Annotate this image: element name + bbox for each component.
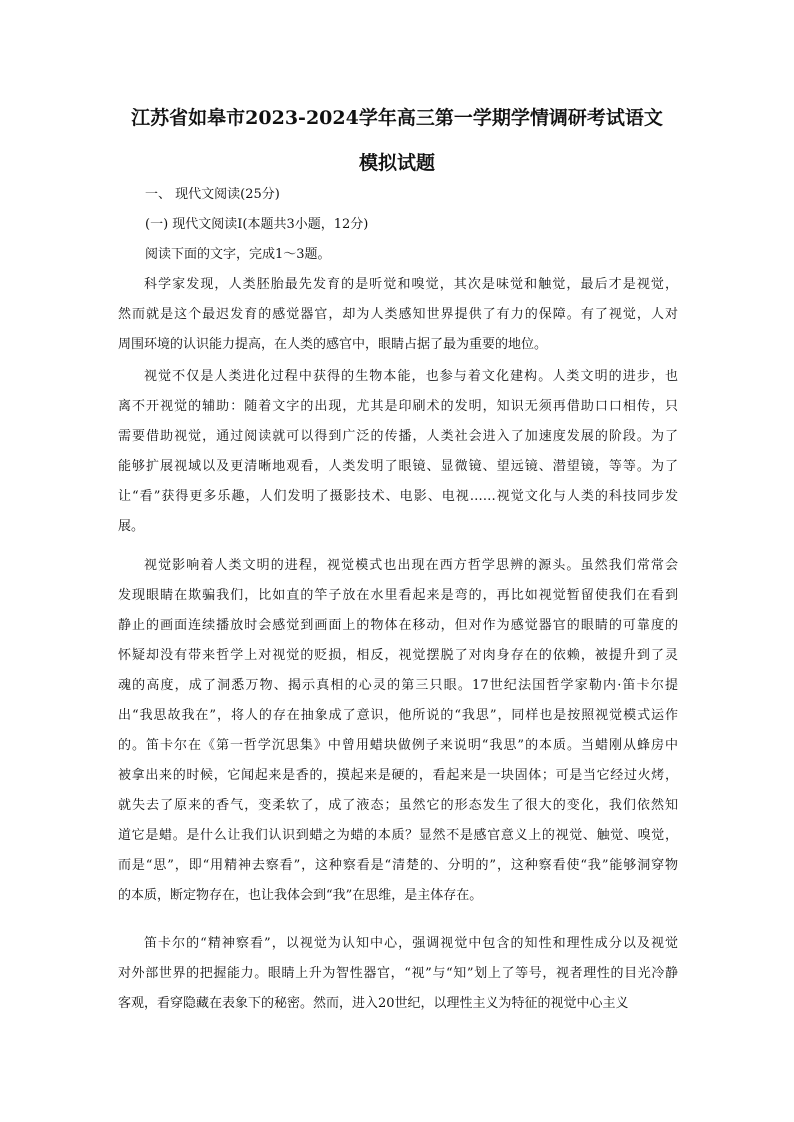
paragraph-line: 视觉不仅是人类进化过程中获得的生物本能，也参与着文化建构。人类文明的进步，也 — [144, 369, 678, 384]
paragraph-line: 怀疑却没有带来哲学上对视觉的贬损，相反，视觉摆脱了对肉身存在的依赖，被提升到了灵 — [118, 648, 678, 663]
section-heading: 一、 现代文阅读(25分) — [145, 187, 280, 202]
paragraph-line: 让“看”获得更多乐趣，人们发明了摄影技术、电影、电视……视觉文化与人类的科技同步发 — [118, 489, 678, 504]
paragraph-line: 展。 — [118, 519, 145, 534]
paragraph-line: 然而就是这个最迟发育的感觉器官，却为人类感知世界提供了有力的保障。有了视觉，人对 — [118, 307, 678, 322]
paragraph-line: 发现眼睛在欺骗我们，比如直的竿子放在水里看起来是弯的，再比如视觉暂留使我们在看到 — [118, 588, 678, 603]
paragraph-line: 对外部世界的把握能力。眼睛上升为智性器官，“视”与“知”划上了等号，视者理性的目光冷静 — [118, 966, 678, 981]
paragraph-line: 视觉影响着人类文明的进程，视觉模式也出现在西方哲学思辨的源头。虽然我们常常会 — [144, 558, 678, 573]
paragraph-line: 出“我思故我在”，将人的存在抽象成了意识，他所说的“我思”，同样也是按照视觉模式运作 — [118, 708, 678, 723]
paragraph-line: 的本质，断定物存在，也让我体会到“我”在思维，是主体存在。 — [118, 888, 483, 903]
reading-instruction: 阅读下面的文字，完成1～3题。 — [145, 247, 331, 262]
paragraph-line: 周围环境的认识能力提高，在人类的感官中，眼睛占据了最为重要的地位。 — [118, 337, 548, 352]
paragraph-line: 道它是蜡。是什么让我们认识到蜡之为蜡的本质？显然不是感官意义上的视觉、触觉、嗅觉， — [118, 828, 678, 843]
paragraph-line: 静止的画面连续播放时会感觉到画面上的物体在移动，但对作为感觉器官的眼睛的可靠度的 — [118, 618, 678, 633]
paragraph-line: 离不开视觉的辅助：随着文字的出现，尤其是印刷术的发明，知识无须再借助口口相传，只 — [118, 399, 678, 414]
paragraph-line: 魂的高度，成了洞悉万物、揭示真相的心灵的第三只眼。17世纪法国哲学家勒内·笛卡尔提 — [118, 678, 678, 693]
paragraph-line: 需要借助视觉，通过阅读就可以得到广泛的传播，人类社会进入了加速度发展的阶段。为了 — [118, 429, 678, 444]
paragraph-line: 能够扩展视域以及更清晰地观看，人类发明了眼镜、显微镜、望远镜、潜望镜，等等。为了 — [118, 459, 678, 474]
subsection-heading: (一) 现代文阅读I(本题共3小题，12分) — [145, 217, 369, 232]
paragraph-line: 客观，看穿隐藏在表象下的秘密。然而，进入20世纪，以理性主义为特征的视觉中心主义 — [118, 996, 629, 1011]
paragraph-line: 的。笛卡尔在《第一哲学沉思集》中曾用蜡块做例子来说明“我思”的本质。当蜡刚从蜂房中 — [118, 738, 678, 753]
paragraph-line: 就失去了原来的香气，变柔软了，成了液态；虽然它的形态发生了很大的变化，我们依然知 — [118, 798, 678, 813]
paragraph-line: 科学家发现，人类胚胎最先发育的是听觉和嗅觉，其次是味觉和触觉，最后才是视觉， — [144, 277, 678, 292]
paragraph-line: 而是“思”，即“用精神去察看”，这种察看是“清楚的、分明的”，这种察看使“我”能够洞穿物 — [118, 858, 678, 873]
document-title-line-1: 江苏省如皋市2023-2024学年高三第一学期学情调研考试语文 — [131, 107, 663, 129]
paragraph-line: 笛卡尔的“精神察看”，以视觉为认知中心，强调视觉中包含的知性和理性成分以及视觉 — [144, 936, 678, 951]
document-title-line-2: 模拟试题 — [358, 152, 435, 174]
paragraph-line: 被拿出来的时候，它闻起来是香的，摸起来是硬的，看起来是一块固体；可是当它经过火烤， — [118, 768, 678, 783]
